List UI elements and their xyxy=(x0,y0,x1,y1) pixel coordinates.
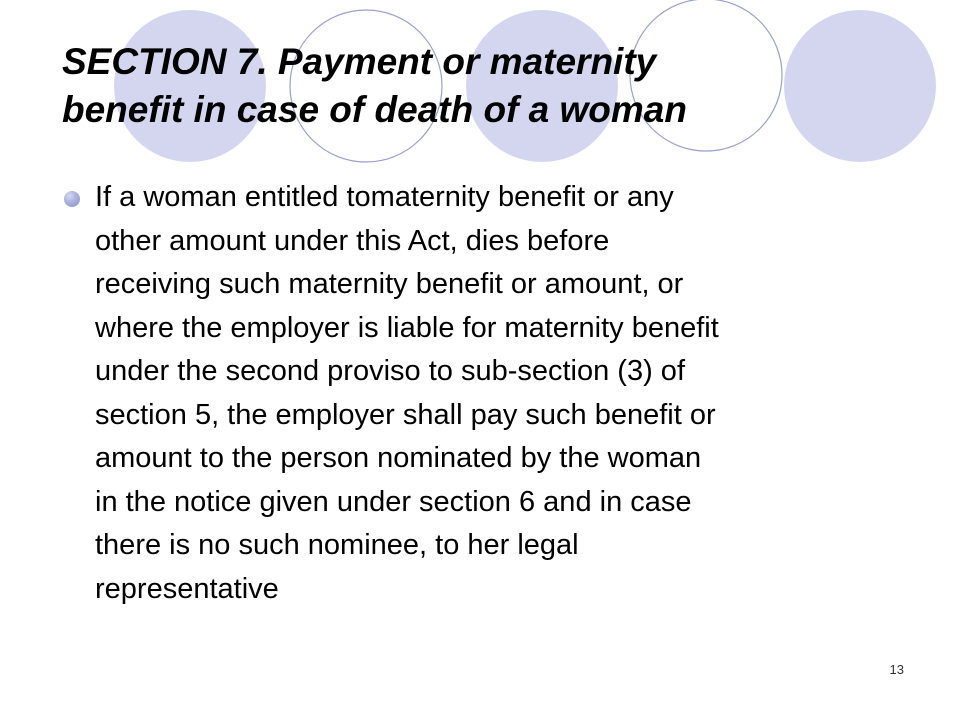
bullet-paragraph xyxy=(95,176,915,611)
bullet-line-2: other amount under this Act, dies before xyxy=(95,224,610,257)
title-line-1: SECTION 7. Payment or maternity xyxy=(62,41,657,82)
slide-title xyxy=(62,38,922,134)
bullet-line-7: amount to the person nominated by the woman xyxy=(95,442,702,474)
title-line-2: benefit in case of death of a woman xyxy=(62,89,687,130)
bullet-line-8: in the notice given under section 6 and in case xyxy=(95,485,692,518)
bullet-line-3: receiving such maternity benefit or amount, or xyxy=(95,268,684,300)
page-number: 13 xyxy=(889,662,904,677)
bullet-line-1: If a woman entitled tomaternity benefit or any xyxy=(95,181,674,213)
bullet-line-9: there is no such nominee, to her legal xyxy=(95,529,579,561)
bullet-line-5: under the second proviso to sub-section (3) of xyxy=(95,355,685,387)
bullet-line-4: where the employer is liable for maternity benefit xyxy=(95,311,719,344)
bullet-icon xyxy=(64,191,80,207)
bullet-line-6: section 5, the employer shall pay such benefit or xyxy=(95,398,716,431)
bullet-line-10: representative xyxy=(95,572,279,605)
